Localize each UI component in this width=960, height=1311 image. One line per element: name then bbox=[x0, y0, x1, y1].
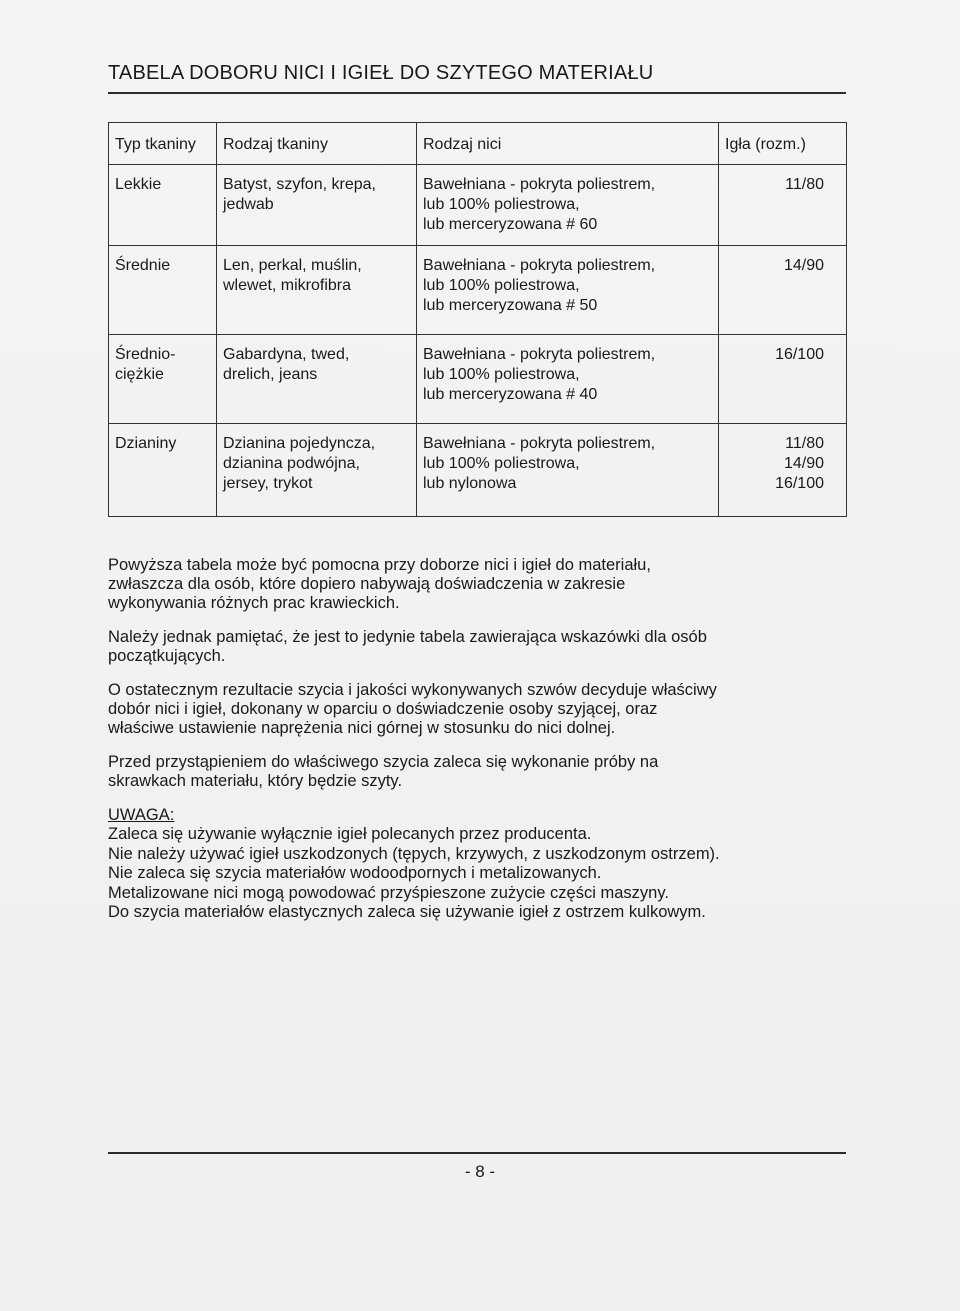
page-title: TABELA DOBORU NICI I IGIEŁ DO SZYTEGO MATERIAŁU bbox=[108, 62, 654, 84]
cell-fabric bbox=[217, 424, 417, 517]
cell-line: Gabardyna, twed, bbox=[223, 346, 350, 363]
header-fabric-type: Typ tkaniny bbox=[109, 123, 217, 165]
cell-line: Dzianina pojedyncza, bbox=[223, 435, 376, 452]
paragraph bbox=[108, 628, 848, 666]
paragraph bbox=[108, 753, 848, 791]
cell-line: lub 100% poliestrowa, bbox=[423, 277, 580, 294]
table-header-row bbox=[109, 123, 847, 165]
cell-line: 14/90 bbox=[783, 257, 824, 274]
thread-needle-table bbox=[108, 122, 847, 517]
table-row bbox=[109, 335, 847, 424]
footer-rule bbox=[108, 1152, 846, 1154]
cell-line: Bawełniana - pokryta poliestrem, bbox=[423, 257, 656, 274]
cell-needle bbox=[719, 246, 847, 335]
cell-line: Len, perkal, muślin, bbox=[223, 257, 362, 274]
cell-line: lub 100% poliestrowa, bbox=[423, 455, 580, 472]
cell-thread bbox=[417, 165, 719, 246]
cell-line: dzianina podwójna, bbox=[223, 455, 360, 472]
cell-thread bbox=[417, 424, 719, 517]
cell-line: Bawełniana - pokryta poliestrem, bbox=[423, 176, 656, 193]
warning-item: Do szycia materiałów elastycznych zaleca się używanie igieł z ostrzem kulkowym. bbox=[108, 903, 706, 921]
header-fabric-kind: Rodzaj tkaniny bbox=[217, 123, 417, 165]
cell-type bbox=[109, 335, 217, 424]
header-needle-size: Igła (rozm.) bbox=[719, 123, 847, 165]
paragraph-line: Powyższa tabela może być pomocna przy doborze nici i igieł do materiału, bbox=[108, 556, 651, 574]
cell-line: jersey, trykot bbox=[223, 475, 313, 492]
warning-item: Metalizowane nici mogą powodować przyśpieszone zużycie części maszyny. bbox=[108, 883, 669, 902]
cell-line: 11/80 bbox=[785, 435, 824, 452]
cell-line: jedwab bbox=[223, 196, 274, 213]
cell-line: Batyst, szyfon, krepa, bbox=[223, 176, 376, 193]
table-row bbox=[109, 424, 847, 517]
paragraph-line: dobór nici i igieł, dokonany w oparciu o doświadczenie osoby szyjącej, oraz bbox=[108, 700, 658, 718]
cell-needle bbox=[719, 165, 847, 246]
cell-line: lub 100% poliestrowa, bbox=[423, 366, 580, 383]
paragraph-line: zwłaszcza dla osób, które dopiero nabywają doświadczenia w zakresie bbox=[108, 575, 626, 593]
cell-line: 16/100 bbox=[775, 475, 824, 492]
cell-line: ciężkie bbox=[115, 366, 164, 383]
page-number: - 8 - bbox=[464, 1162, 496, 1181]
cell-line: Bawełniana - pokryta poliestrem, bbox=[423, 346, 656, 363]
cell-needle bbox=[719, 424, 847, 517]
paragraph-line: wykonywania różnych prac krawieckich. bbox=[108, 594, 400, 612]
cell-line: Dzianiny bbox=[115, 435, 177, 452]
table-row bbox=[109, 165, 847, 246]
cell-line: Średnie bbox=[115, 257, 171, 274]
paragraph-line: Należy jednak pamiętać, że jest to jedynie tabela zawierająca wskazówki dla osób bbox=[108, 628, 707, 646]
warning-heading: UWAGA: bbox=[108, 806, 175, 824]
cell-line: lub nylonowa bbox=[423, 475, 517, 492]
cell-type bbox=[109, 424, 217, 517]
paragraph-line: Przed przystąpieniem do właściwego szycia zaleca się wykonanie próby na bbox=[108, 753, 659, 771]
title-underline bbox=[108, 92, 846, 94]
paragraph-line: właściwe ustawienie naprężenia nici górnej w stosunku do nici dolnej. bbox=[108, 719, 616, 737]
paragraph-line: O ostatecznym rezultacie szycia i jakości wykonywanych szwów decyduje właściwy bbox=[108, 681, 717, 699]
cell-line: lub merceryzowana # 40 bbox=[423, 386, 598, 403]
cell-line: lub 100% poliestrowa, bbox=[423, 196, 580, 213]
body-text bbox=[108, 556, 848, 923]
paragraph-line: początkujących. bbox=[108, 647, 226, 665]
cell-needle bbox=[719, 335, 847, 424]
cell-line: Lekkie bbox=[115, 176, 162, 193]
cell-line: 14/90 bbox=[783, 455, 824, 472]
paragraph bbox=[108, 681, 848, 738]
cell-line: lub merceryzowana # 50 bbox=[423, 297, 598, 314]
cell-line: drelich, jeans bbox=[223, 366, 318, 383]
table-row bbox=[109, 246, 847, 335]
cell-line: wlewet, mikrofibra bbox=[223, 277, 352, 294]
cell-line: 16/100 bbox=[775, 346, 824, 363]
cell-line: Bawełniana - pokryta poliestrem, bbox=[423, 435, 656, 452]
cell-type bbox=[109, 246, 217, 335]
cell-fabric bbox=[217, 165, 417, 246]
header-thread-kind: Rodzaj nici bbox=[417, 123, 719, 165]
paragraph-line: skrawkach materiału, który będzie szyty. bbox=[108, 772, 403, 790]
cell-type bbox=[109, 165, 217, 246]
cell-fabric bbox=[217, 335, 417, 424]
cell-thread bbox=[417, 335, 719, 424]
cell-line: Średnio- bbox=[115, 346, 176, 363]
cell-line: 11/80 bbox=[785, 176, 824, 193]
warning-list bbox=[108, 825, 848, 923]
warning-item: Nie zaleca się szycia materiałów wodoodpornych i metalizowanych. bbox=[108, 864, 602, 882]
paragraph bbox=[108, 556, 848, 613]
cell-thread bbox=[417, 246, 719, 335]
cell-fabric bbox=[217, 246, 417, 335]
warning-item: Zaleca się używanie wyłącznie igieł polecanych przez producenta. bbox=[108, 825, 592, 843]
cell-line: lub merceryzowana # 60 bbox=[423, 216, 598, 233]
warning-item: Nie należy używać igieł uszkodzonych (tępych, krzywych, z uszkodzonym ostrzem). bbox=[108, 844, 720, 863]
